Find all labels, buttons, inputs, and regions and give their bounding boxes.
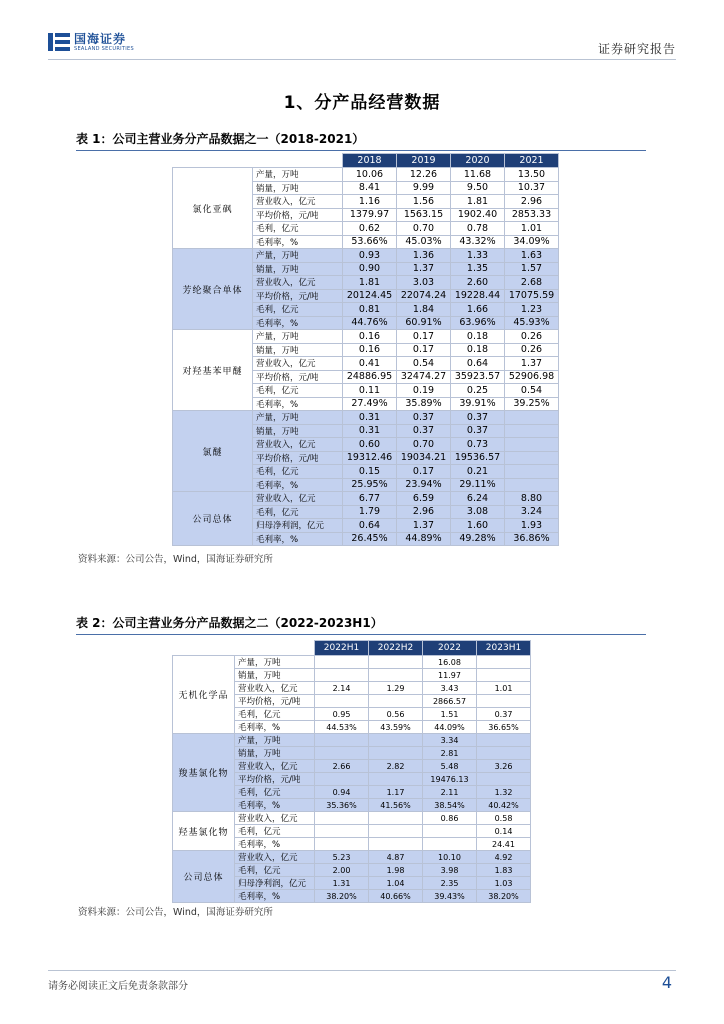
value-cell: 35923.57 bbox=[451, 370, 505, 384]
value-cell bbox=[315, 695, 369, 708]
value-cell: 3.26 bbox=[477, 760, 531, 773]
metric-label: 平均价格，元/吨 bbox=[253, 289, 343, 303]
value-cell: 19476.13 bbox=[423, 773, 477, 786]
value-cell: 1.31 bbox=[315, 877, 369, 890]
value-cell: 2.96 bbox=[397, 505, 451, 519]
value-cell: 1.29 bbox=[369, 682, 423, 695]
column-header: 2022H2 bbox=[369, 641, 423, 656]
value-cell: 43.32% bbox=[451, 235, 505, 249]
value-cell: 2853.33 bbox=[505, 208, 559, 222]
value-cell: 6.24 bbox=[451, 492, 505, 506]
value-cell: 0.37 bbox=[451, 424, 505, 438]
value-cell: 1.98 bbox=[369, 864, 423, 877]
metric-label: 营业收入，亿元 bbox=[235, 851, 315, 864]
value-cell: 0.18 bbox=[451, 343, 505, 357]
value-cell: 1563.15 bbox=[397, 208, 451, 222]
value-cell: 2.96 bbox=[505, 195, 559, 209]
table1-container bbox=[172, 153, 559, 546]
value-cell: 4.87 bbox=[369, 851, 423, 864]
corner-cell bbox=[173, 641, 315, 656]
metric-label: 毛利，亿元 bbox=[235, 786, 315, 799]
value-cell: 0.19 bbox=[397, 384, 451, 398]
column-header: 2019 bbox=[397, 154, 451, 168]
value-cell: 20124.45 bbox=[343, 289, 397, 303]
metric-label: 销量，万吨 bbox=[253, 262, 343, 276]
value-cell: 19228.44 bbox=[451, 289, 505, 303]
value-cell: 0.26 bbox=[505, 343, 559, 357]
page-number: 4 bbox=[661, 973, 672, 992]
column-header: 2023H1 bbox=[477, 641, 531, 656]
value-cell bbox=[477, 669, 531, 682]
value-cell: 3.34 bbox=[423, 734, 477, 747]
value-cell: 0.17 bbox=[397, 330, 451, 344]
value-cell: 40.66% bbox=[369, 890, 423, 903]
value-cell: 0.56 bbox=[369, 708, 423, 721]
value-cell: 1.81 bbox=[451, 195, 505, 209]
metric-label: 平均价格，元/吨 bbox=[253, 208, 343, 222]
value-cell: 1.37 bbox=[397, 519, 451, 533]
logo-mark-icon bbox=[48, 31, 70, 53]
metric-label: 销量，万吨 bbox=[253, 424, 343, 438]
table-row bbox=[173, 330, 559, 344]
table1 bbox=[172, 153, 559, 546]
value-cell: 35.36% bbox=[315, 799, 369, 812]
value-cell: 2.60 bbox=[451, 276, 505, 290]
header-row bbox=[173, 641, 531, 656]
value-cell: 26.45% bbox=[343, 532, 397, 546]
value-cell: 0.90 bbox=[343, 262, 397, 276]
value-cell: 60.91% bbox=[397, 316, 451, 330]
metric-label: 平均价格，元/吨 bbox=[253, 451, 343, 465]
value-cell: 1.56 bbox=[397, 195, 451, 209]
value-cell: 38.20% bbox=[315, 890, 369, 903]
value-cell: 0.64 bbox=[343, 519, 397, 533]
header-row bbox=[173, 154, 559, 168]
value-cell: 44.53% bbox=[315, 721, 369, 734]
value-cell: 0.37 bbox=[451, 411, 505, 425]
value-cell bbox=[369, 656, 423, 669]
table-row bbox=[173, 851, 531, 864]
metric-label: 毛利率，% bbox=[253, 478, 343, 492]
value-cell: 0.64 bbox=[451, 357, 505, 371]
value-cell: 27.49% bbox=[343, 397, 397, 411]
value-cell: 36.86% bbox=[505, 532, 559, 546]
metric-label: 产量，万吨 bbox=[253, 330, 343, 344]
value-cell: 1.37 bbox=[505, 357, 559, 371]
page-footer bbox=[48, 970, 676, 992]
metric-label: 毛利率，% bbox=[253, 235, 343, 249]
table-row bbox=[173, 734, 531, 747]
metric-label: 产量，万吨 bbox=[235, 656, 315, 669]
value-cell: 0.81 bbox=[343, 303, 397, 317]
metric-label: 销量，万吨 bbox=[235, 747, 315, 760]
value-cell: 1.16 bbox=[343, 195, 397, 209]
value-cell: 1.36 bbox=[397, 249, 451, 263]
value-cell: 11.68 bbox=[451, 168, 505, 182]
table2 bbox=[172, 640, 531, 903]
value-cell bbox=[477, 695, 531, 708]
value-cell: 49.28% bbox=[451, 532, 505, 546]
value-cell: 10.37 bbox=[505, 181, 559, 195]
value-cell bbox=[369, 734, 423, 747]
table-row bbox=[173, 249, 559, 263]
metric-label: 毛利率，% bbox=[253, 397, 343, 411]
value-cell: 25.95% bbox=[343, 478, 397, 492]
value-cell: 0.54 bbox=[397, 357, 451, 371]
value-cell: 43.59% bbox=[369, 721, 423, 734]
value-cell: 3.08 bbox=[451, 505, 505, 519]
value-cell: 6.59 bbox=[397, 492, 451, 506]
value-cell bbox=[369, 838, 423, 851]
value-cell bbox=[369, 669, 423, 682]
value-cell: 3.03 bbox=[397, 276, 451, 290]
value-cell: 0.73 bbox=[451, 438, 505, 452]
page-header bbox=[48, 30, 676, 60]
value-cell: 1.01 bbox=[505, 222, 559, 236]
value-cell: 1.37 bbox=[397, 262, 451, 276]
value-cell: 36.65% bbox=[477, 721, 531, 734]
value-cell: 1.35 bbox=[451, 262, 505, 276]
value-cell: 19034.21 bbox=[397, 451, 451, 465]
value-cell bbox=[505, 438, 559, 452]
value-cell bbox=[505, 424, 559, 438]
metric-label: 营业收入，亿元 bbox=[235, 812, 315, 825]
value-cell bbox=[369, 773, 423, 786]
value-cell: 9.50 bbox=[451, 181, 505, 195]
value-cell: 38.54% bbox=[423, 799, 477, 812]
logo-english-name: SEALAND SECURITIES bbox=[74, 45, 134, 52]
metric-label: 毛利，亿元 bbox=[253, 222, 343, 236]
table2-container bbox=[172, 640, 531, 903]
metric-label: 毛利率，% bbox=[235, 890, 315, 903]
metric-label: 毛利率，% bbox=[235, 838, 315, 851]
value-cell: 3.98 bbox=[423, 864, 477, 877]
value-cell bbox=[315, 812, 369, 825]
value-cell: 2.35 bbox=[423, 877, 477, 890]
value-cell bbox=[315, 825, 369, 838]
table-row bbox=[173, 411, 559, 425]
value-cell bbox=[369, 812, 423, 825]
metric-label: 毛利，亿元 bbox=[253, 384, 343, 398]
value-cell: 0.26 bbox=[505, 330, 559, 344]
value-cell: 44.76% bbox=[343, 316, 397, 330]
value-cell bbox=[477, 656, 531, 669]
value-cell: 9.99 bbox=[397, 181, 451, 195]
product-group-label: 氯醚 bbox=[173, 411, 253, 492]
metric-label: 归母净利润，亿元 bbox=[253, 519, 343, 533]
value-cell: 1.63 bbox=[505, 249, 559, 263]
value-cell: 63.96% bbox=[451, 316, 505, 330]
value-cell: 0.16 bbox=[343, 343, 397, 357]
value-cell: 19536.57 bbox=[451, 451, 505, 465]
value-cell: 1.17 bbox=[369, 786, 423, 799]
value-cell bbox=[369, 695, 423, 708]
value-cell: 34.09% bbox=[505, 235, 559, 249]
product-group-label: 公司总体 bbox=[173, 851, 235, 903]
product-group-label: 氯化亚砜 bbox=[173, 168, 253, 249]
value-cell: 17075.59 bbox=[505, 289, 559, 303]
metric-label: 营业收入，亿元 bbox=[253, 357, 343, 371]
value-cell: 0.95 bbox=[315, 708, 369, 721]
value-cell: 5.48 bbox=[423, 760, 477, 773]
value-cell: 0.31 bbox=[343, 424, 397, 438]
value-cell: 0.78 bbox=[451, 222, 505, 236]
column-header: 2020 bbox=[451, 154, 505, 168]
value-cell: 1.66 bbox=[451, 303, 505, 317]
product-group-label: 羧基氯化物 bbox=[173, 734, 235, 812]
metric-label: 营业收入，亿元 bbox=[235, 682, 315, 695]
value-cell bbox=[505, 478, 559, 492]
value-cell: 38.20% bbox=[477, 890, 531, 903]
value-cell: 8.41 bbox=[343, 181, 397, 195]
product-group-label: 羟基氯化物 bbox=[173, 812, 235, 851]
metric-label: 毛利，亿元 bbox=[253, 465, 343, 479]
logo-chinese-name: 国海证券 bbox=[74, 31, 127, 46]
value-cell: 1.33 bbox=[451, 249, 505, 263]
value-cell: 1.23 bbox=[505, 303, 559, 317]
value-cell: 8.80 bbox=[505, 492, 559, 506]
value-cell bbox=[315, 669, 369, 682]
metric-label: 毛利，亿元 bbox=[253, 303, 343, 317]
metric-label: 平均价格，元/吨 bbox=[253, 370, 343, 384]
value-cell: 45.03% bbox=[397, 235, 451, 249]
value-cell: 0.62 bbox=[343, 222, 397, 236]
value-cell: 44.09% bbox=[423, 721, 477, 734]
metric-label: 销量，万吨 bbox=[235, 669, 315, 682]
table-row bbox=[173, 492, 559, 506]
metric-label: 平均价格，元/吨 bbox=[235, 695, 315, 708]
value-cell: 29.11% bbox=[451, 478, 505, 492]
value-cell: 12.26 bbox=[397, 168, 451, 182]
value-cell: 39.25% bbox=[505, 397, 559, 411]
value-cell: 10.06 bbox=[343, 168, 397, 182]
metric-label: 销量，万吨 bbox=[253, 343, 343, 357]
value-cell: 1.93 bbox=[505, 519, 559, 533]
product-group-label: 公司总体 bbox=[173, 492, 253, 546]
metric-label: 毛利，亿元 bbox=[235, 825, 315, 838]
value-cell: 0.93 bbox=[343, 249, 397, 263]
value-cell bbox=[369, 747, 423, 760]
metric-label: 产量，万吨 bbox=[253, 168, 343, 182]
metric-label: 归母净利润，亿元 bbox=[235, 877, 315, 890]
value-cell: 1.79 bbox=[343, 505, 397, 519]
value-cell: 4.92 bbox=[477, 851, 531, 864]
value-cell: 24886.95 bbox=[343, 370, 397, 384]
column-header: 2022H1 bbox=[315, 641, 369, 656]
value-cell: 0.70 bbox=[397, 222, 451, 236]
value-cell: 0.94 bbox=[315, 786, 369, 799]
value-cell: 2.14 bbox=[315, 682, 369, 695]
metric-label: 营业收入，亿元 bbox=[253, 195, 343, 209]
table-row bbox=[173, 656, 531, 669]
value-cell: 1.81 bbox=[343, 276, 397, 290]
value-cell: 39.91% bbox=[451, 397, 505, 411]
value-cell: 2.00 bbox=[315, 864, 369, 877]
value-cell: 1.32 bbox=[477, 786, 531, 799]
value-cell: 0.86 bbox=[423, 812, 477, 825]
value-cell: 0.37 bbox=[397, 411, 451, 425]
value-cell bbox=[505, 451, 559, 465]
value-cell: 2.82 bbox=[369, 760, 423, 773]
value-cell: 0.11 bbox=[343, 384, 397, 398]
value-cell: 2.81 bbox=[423, 747, 477, 760]
corner-cell bbox=[173, 154, 343, 168]
value-cell: 1.01 bbox=[477, 682, 531, 695]
value-cell: 0.21 bbox=[451, 465, 505, 479]
value-cell: 22074.24 bbox=[397, 289, 451, 303]
value-cell bbox=[423, 825, 477, 838]
value-cell: 13.50 bbox=[505, 168, 559, 182]
value-cell: 39.43% bbox=[423, 890, 477, 903]
column-header: 2018 bbox=[343, 154, 397, 168]
value-cell: 44.89% bbox=[397, 532, 451, 546]
value-cell: 16.08 bbox=[423, 656, 477, 669]
value-cell: 24.41 bbox=[477, 838, 531, 851]
metric-label: 毛利，亿元 bbox=[235, 708, 315, 721]
product-group-label: 芳纶聚合单体 bbox=[173, 249, 253, 330]
disclaimer-text: 请务必阅读正文后免责条款部分 bbox=[48, 981, 188, 992]
value-cell: 32474.27 bbox=[397, 370, 451, 384]
value-cell bbox=[505, 411, 559, 425]
column-header: 2021 bbox=[505, 154, 559, 168]
metric-label: 毛利率，% bbox=[253, 316, 343, 330]
column-header: 2022 bbox=[423, 641, 477, 656]
metric-label: 产量，万吨 bbox=[235, 734, 315, 747]
metric-label: 营业收入，亿元 bbox=[253, 276, 343, 290]
metric-label: 产量，万吨 bbox=[253, 411, 343, 425]
value-cell bbox=[315, 773, 369, 786]
table2-source: 资料来源：公司公告，Wind，国海证券研究所 bbox=[78, 907, 273, 918]
table2-caption: 表 2：公司主营业务分产品数据之二（2022-2023H1） bbox=[76, 614, 646, 635]
value-cell: 5.23 bbox=[315, 851, 369, 864]
value-cell: 0.37 bbox=[477, 708, 531, 721]
value-cell: 0.17 bbox=[397, 343, 451, 357]
value-cell: 0.60 bbox=[343, 438, 397, 452]
value-cell: 3.24 bbox=[505, 505, 559, 519]
value-cell: 1.83 bbox=[477, 864, 531, 877]
value-cell: 1.57 bbox=[505, 262, 559, 276]
value-cell: 0.37 bbox=[397, 424, 451, 438]
value-cell: 0.41 bbox=[343, 357, 397, 371]
value-cell: 0.15 bbox=[343, 465, 397, 479]
value-cell bbox=[369, 825, 423, 838]
value-cell bbox=[315, 734, 369, 747]
section-title: 1、分产品经营数据 bbox=[283, 93, 441, 113]
value-cell: 1.60 bbox=[451, 519, 505, 533]
value-cell: 3.43 bbox=[423, 682, 477, 695]
metric-label: 平均价格，元/吨 bbox=[235, 773, 315, 786]
value-cell: 0.70 bbox=[397, 438, 451, 452]
value-cell: 45.93% bbox=[505, 316, 559, 330]
metric-label: 毛利率，% bbox=[235, 721, 315, 734]
value-cell: 1.03 bbox=[477, 877, 531, 890]
value-cell: 0.54 bbox=[505, 384, 559, 398]
value-cell bbox=[477, 773, 531, 786]
value-cell: 2.11 bbox=[423, 786, 477, 799]
value-cell: 2866.57 bbox=[423, 695, 477, 708]
metric-label: 毛利，亿元 bbox=[253, 505, 343, 519]
value-cell bbox=[315, 747, 369, 760]
metric-label: 毛利率，% bbox=[235, 799, 315, 812]
value-cell: 0.18 bbox=[451, 330, 505, 344]
value-cell: 1902.40 bbox=[451, 208, 505, 222]
table-row bbox=[173, 168, 559, 182]
value-cell: 40.42% bbox=[477, 799, 531, 812]
value-cell: 41.56% bbox=[369, 799, 423, 812]
value-cell: 53.66% bbox=[343, 235, 397, 249]
value-cell: 1.04 bbox=[369, 877, 423, 890]
report-type-label: 证券研究报告 bbox=[597, 42, 676, 56]
value-cell: 19312.46 bbox=[343, 451, 397, 465]
value-cell bbox=[477, 734, 531, 747]
value-cell: 0.31 bbox=[343, 411, 397, 425]
value-cell: 0.25 bbox=[451, 384, 505, 398]
value-cell: 6.77 bbox=[343, 492, 397, 506]
value-cell: 10.10 bbox=[423, 851, 477, 864]
value-cell: 1.84 bbox=[397, 303, 451, 317]
value-cell: 0.58 bbox=[477, 812, 531, 825]
company-logo bbox=[48, 30, 134, 54]
value-cell bbox=[423, 838, 477, 851]
value-cell: 0.17 bbox=[397, 465, 451, 479]
value-cell: 52906.98 bbox=[505, 370, 559, 384]
table1-caption: 表 1：公司主营业务分产品数据之一（2018-2021） bbox=[76, 130, 646, 151]
metric-label: 营业收入，亿元 bbox=[253, 492, 343, 506]
value-cell bbox=[315, 656, 369, 669]
value-cell: 2.66 bbox=[315, 760, 369, 773]
metric-label: 毛利率，% bbox=[253, 532, 343, 546]
value-cell bbox=[505, 465, 559, 479]
value-cell: 35.89% bbox=[397, 397, 451, 411]
product-group-label: 无机化学品 bbox=[173, 656, 235, 734]
value-cell bbox=[477, 747, 531, 760]
value-cell: 11.97 bbox=[423, 669, 477, 682]
table1-source: 资料来源：公司公告，Wind，国海证券研究所 bbox=[78, 554, 273, 565]
value-cell: 23.94% bbox=[397, 478, 451, 492]
table-row bbox=[173, 812, 531, 825]
value-cell: 1.51 bbox=[423, 708, 477, 721]
metric-label: 产量，万吨 bbox=[253, 249, 343, 263]
value-cell: 2.68 bbox=[505, 276, 559, 290]
metric-label: 毛利，亿元 bbox=[235, 864, 315, 877]
value-cell: 1379.97 bbox=[343, 208, 397, 222]
value-cell: 0.16 bbox=[343, 330, 397, 344]
value-cell: 0.14 bbox=[477, 825, 531, 838]
value-cell bbox=[315, 838, 369, 851]
product-group-label: 对羟基苯甲醚 bbox=[173, 330, 253, 411]
metric-label: 销量，万吨 bbox=[253, 181, 343, 195]
metric-label: 营业收入，亿元 bbox=[253, 438, 343, 452]
metric-label: 营业收入，亿元 bbox=[235, 760, 315, 773]
